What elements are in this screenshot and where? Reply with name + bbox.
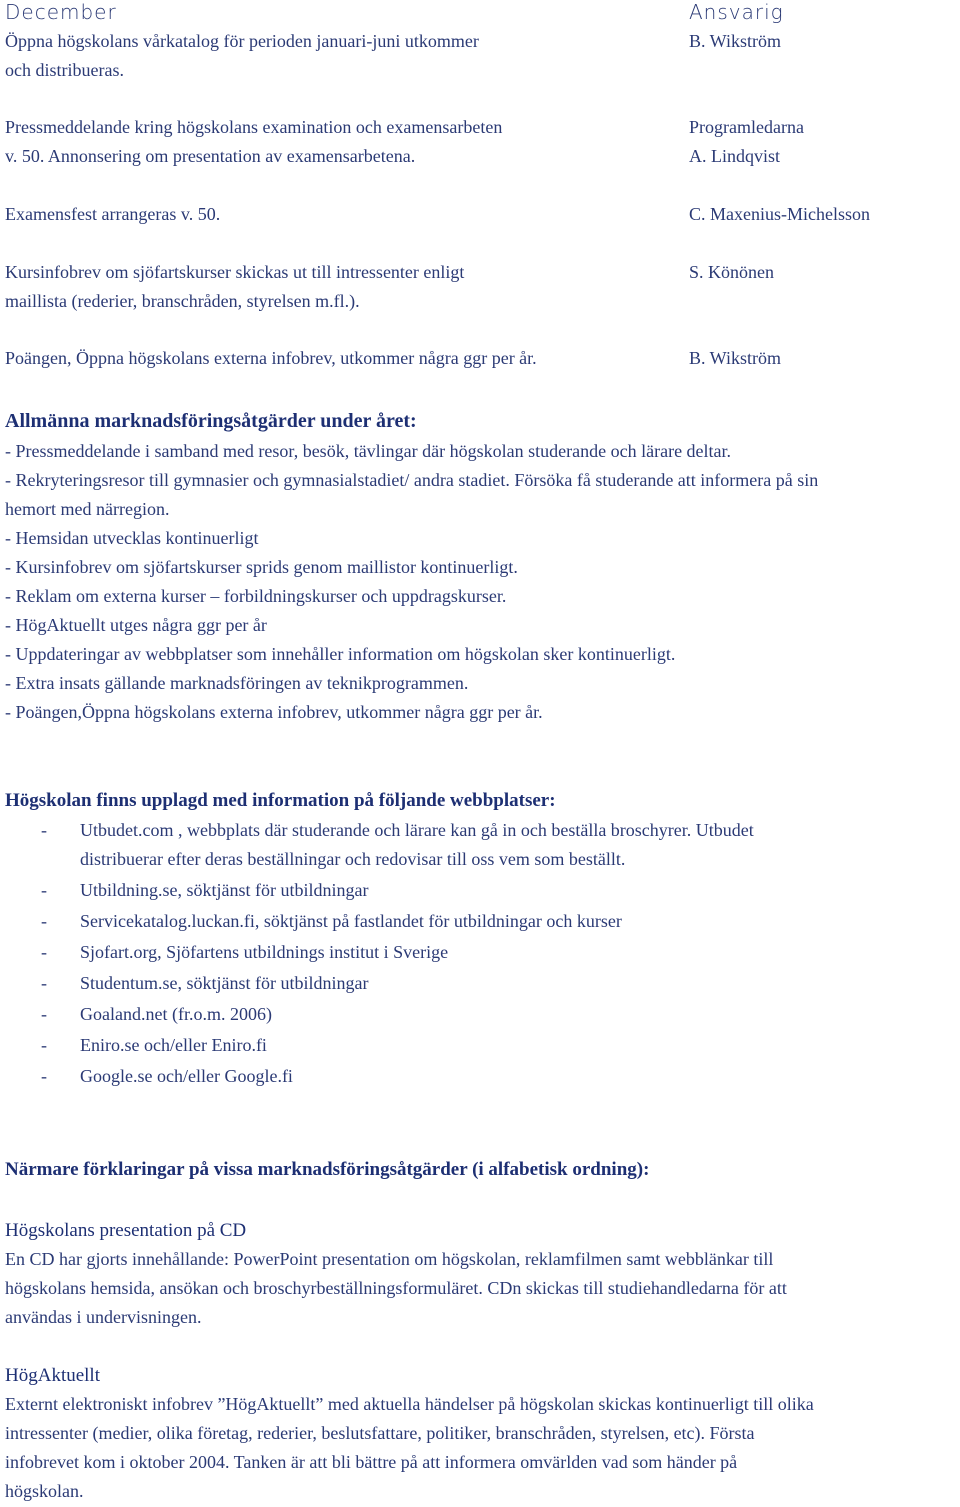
paragraph-line: högskolan. [5,1481,84,1501]
general-heading: Allmänna marknadsföringsåtgärder under året: [5,410,417,432]
list-bullet: - [41,1004,47,1024]
list-bullet: - [41,973,47,993]
list-bullet: - [41,820,47,840]
list-item: - HögAktuellt utges några ggr per år [5,615,267,635]
paragraph-line: intressenter (medier, olika företag, rederier, beslutsfattare, politiker, branschråden, styrelsen, etc). Första [5,1423,755,1443]
schedule-text: Poängen, Öppna högskolans externa infobrev, utkommer några ggr per år. [5,348,537,368]
schedule-responsible: A. Lindqvist [689,146,781,166]
schedule-responsible: B. Wikström [689,348,781,368]
paragraph-line: En CD har gjorts innehållande: PowerPoint presentation om högskolan, reklamfilmen samt webblänkar till [5,1249,774,1269]
list-item: Google.se och/eller Google.fi [80,1066,293,1086]
paragraph-line: användas i undervisningen. [5,1307,202,1327]
list-bullet: - [41,1066,47,1086]
list-bullet: - [41,911,47,931]
list-item: - Poängen,Öppna högskolans externa infobrev, utkommer några ggr per år. [5,702,543,722]
explanations-heading: Närmare förklaringar på vissa marknadsföringsåtgärder (i alfabetisk ordning): [5,1159,650,1180]
responsible-heading: Ansvarig [689,0,784,24]
list-item: - Reklam om externa kurser – forbildningskurser och uppdragskurser. [5,586,507,606]
hogaktuellt-title: HögAktuellt [5,1365,100,1386]
schedule-text: maillista (rederier, branschråden, styrelsen m.fl.). [5,291,360,311]
list-item: Sjofart.org, Sjöfartens utbildnings institut i Sverige [80,942,449,962]
cd-paragraph [5,1245,955,1332]
list-item: Servicekatalog.luckan.fi, söktjänst på fastlandet för utbildningar och kurser [80,911,622,931]
schedule-responsible: S. Könönen [689,262,774,282]
list-bullet: - [41,942,47,962]
list-item: hemort med närregion. [5,499,170,519]
schedule-text: v. 50. Annonsering om presentation av examensarbetena. [5,146,416,166]
paragraph-line: högskolans hemsida, ansökan och broschyrbeställningsformuläret. CDn skickas till studiehandledarna för att [5,1278,787,1298]
websites-heading: Högskolan finns upplagd med information på följande webbplatser: [5,790,556,811]
schedule-responsible: Programledarna [689,117,804,137]
schedule-responsible: B. Wikström [689,31,781,51]
list-item: - Pressmeddelande i samband med resor, besök, tävlingar där högskolan studerande och lärare deltar. [5,441,732,461]
schedule-text: Examensfest arrangeras v. 50. [5,204,221,224]
schedule-text: Pressmeddelande kring högskolans examination och examensarbeten [5,117,503,137]
schedule-text: Kursinfobrev om sjöfartskurser skickas ut till intressenter enligt [5,262,465,282]
hogaktuellt-paragraph [5,1390,955,1506]
list-item: Goaland.net (fr.o.m. 2006) [80,1004,272,1024]
list-item: - Extra insats gällande marknadsföringen av teknikprogrammen. [5,673,469,693]
schedule-text: Öppna högskolans vårkatalog för perioden januari-juni utkommer [5,31,479,51]
list-item: - Hemsidan utvecklas kontinuerligt [5,528,259,548]
list-item: - Rekryteringsresor till gymnasier och gymnasialstadiet/ andra stadiet. Försöka få studerande att informera på sin [5,470,819,490]
cd-title: Högskolans presentation på CD [5,1220,247,1241]
paragraph-line: infobrevet kom i oktober 2004. Tanken är att bli bättre på att informera omvärlden vad som händer på [5,1452,738,1472]
paragraph-line: Externt elektroniskt infobrev ”HögAktuellt” med aktuella händelser på högskolan skickas kontinuerligt till olika [5,1394,814,1414]
list-bullet: - [41,1035,47,1055]
list-item: distribuerar efter deras beställningar och redovisar till oss vem som beställt. [80,849,626,869]
list-item: - Kursinfobrev om sjöfartskurser sprids genom maillistor kontinuerligt. [5,557,518,577]
list-item: Studentum.se, söktjänst för utbildningar [80,973,369,993]
list-item: Utbudet.com , webbplats där studerande och lärare kan gå in och beställa broschyrer. Utbudet [80,820,754,840]
month-heading: December [5,0,117,24]
schedule-responsible: C. Maxenius-Michelsson [689,204,870,224]
list-item: Utbildning.se, söktjänst för utbildningar [80,880,369,900]
list-item: Eniro.se och/eller Eniro.fi [80,1035,267,1055]
list-item: - Uppdateringar av webbplatser som innehåller information om högskolan sker kontinuerligt. [5,644,676,664]
list-bullet: - [41,880,47,900]
schedule-text: och distribueras. [5,60,124,80]
